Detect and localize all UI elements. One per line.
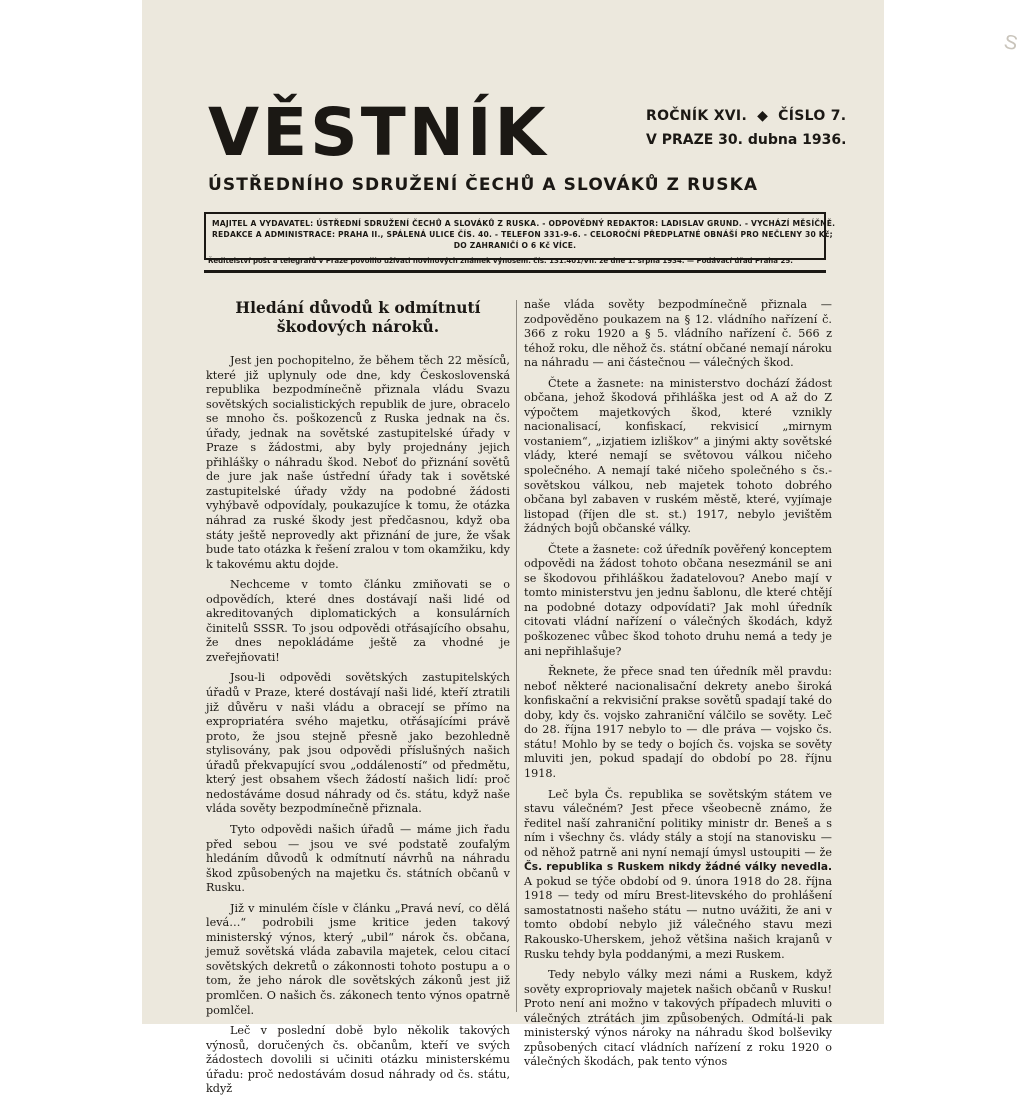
article-paragraph: Již v minulém čísle v článku „Pravá neví, co dělá levá…“ podrobili jsme kritice jeden takový ministerský výnos, který „ubil“ nárok čs. občana, jemuž sovětská vláda zabavila majetek, celou citací sovětských dekretů o zákonnosti tohoto postupu a o tom, že jeho nárok dle sovětských zákonů jest již promlčen. O našich čs. zákonech tento výnos opatrně pomlčel.	[206, 901, 510, 1017]
issue-number: ČÍSLO 7.	[778, 108, 847, 124]
article-title: Hledání důvodů k odmítnutí škodových nároků.	[235, 298, 481, 336]
article-text: Leč byla Čs. republika se sovětským státem ve stavu válečném? Jest přece všeobecně známo, že ředitel naší zahraniční politiky ministr dr. Beneš a s ním i všechny čs. vlády stály a stojí na stanovisku — od něhož patrně ani nyní nemají úmysl ustoupiti — že	[524, 787, 832, 859]
publisher-line: MAJITEL A VYDAVATEL: ÚSTŘEDNÍ SDRUŽENÍ ČECHŮ A SLOVÁKŮ Z RUSKA. - ODPOVĚDNÝ REDAKTOR: LADISLAV GRUND. - VYCHÁZÍ MĚSÍČNĚ.	[212, 219, 836, 228]
article-column-right	[524, 298, 832, 1076]
masthead-rule	[204, 270, 826, 273]
article-text: A pokud se týče období od 9. února 1918 do 28. října 1918 — tedy od míru Brest-litevského do prohlášení samostatnosti našeho státu — nutno uvážiti, že ani v tomto období nebylo již válečného stavu mezi Rakousko-Uherskem, jehož většina našich krajanů v Rusku tehdy byla poddanými, a mezi Ruskem.	[524, 874, 832, 961]
article-column-left	[206, 298, 510, 1103]
diamond-separator-icon: ◆	[757, 108, 769, 124]
article-paragraph: Řeknete, že přece snad ten úředník měl pravdu: neboť některé nacionalisační dekrety anebo široká konfiskační a rekvisiční prakse sovětů spadají také do doby, kdy čs. vojsko zahraniční válčilo se sověty. Leč do 28. října 1917 nebylo to — dle práva — vojsko čs. státu! Mohlo by se tedy o bojích čs. vojska se sověty mluviti jen, pokud spadají do období po 28. říjnu 1918.	[524, 665, 832, 780]
newspaper-page	[142, 0, 1020, 1096]
article-paragraph-with-emphasis	[524, 788, 832, 963]
column-divider	[516, 300, 517, 1012]
volume-label: ROČNÍK XVI.	[646, 108, 748, 124]
publisher-line: DO ZAHRANIČÍ O 6 Kč VÍCE.	[453, 241, 577, 250]
publisher-box	[204, 212, 836, 260]
masthead-subtitle: ÚSTŘEDNÍHO SDRUŽENÍ ČECHŮ A SLOVÁKŮ Z RUSKA	[208, 175, 759, 195]
article-paragraph: Tyto odpovědi našich úřadů — máme jich řadu před sebou — jsou ve své podstatě zoufalým hledáním důvodů k odmítnutí návrhů na náhradu škod způsobených na majetku čs. státních občanů v Rusku.	[206, 822, 510, 895]
article-paragraph: Nechceme v tomto článku zmiňovati se o odpovědích, které dnes dostávají naši lidé od akreditovaných diplomatických a konsulárních činitelů SSSR. To jsou odpovědi otřásajícího obsahu, že dnes nepokládáme ještě za vhodné je zveřejňovati!	[206, 578, 510, 664]
postal-notice: Ředitelství pošt a telegrafů v Praze povolilo užívati novinových známek výnosem. čís. 131.401/VII. ze dne 1. srpna 1934. — Podávací úřad Praha 25.	[208, 257, 793, 265]
article-paragraph: Čtete a žasnete: na ministerstvo dochází žádost občana, jehož škodová přihláška jest od A až do Z výpočtem majetkových škod, které vznikly nacionalisací, konfiskací, rekvisicí „mirnym vostaniem“, „izjatiem izliškov“ a jinými akty sovětské vlády, které nemají se světovou válkou ničeho společného. A nemají také ničeho společného s čs.-sovětskou válkou, neb majetek tohoto dobrého občana byl zabaven v ruském městě, které, vyjímaje listopad (říjen dle st. st.) 1917, nebylo jevištěm žádných bojů občanské války.	[524, 376, 832, 536]
article-paragraph: Čtete a žasnete: což úředník pověřený konceptem odpovědi na žádost tohoto občana nesezmánil se ani se škodovou přihláškou žadatelovou? Anebo mají v tomto ministerstvu jen jednu šablonu, dle které chtějí na podobné dotazy odpovídati? Jak mohl úředník citovati vládní nařízení o válečných škodách, když poškozenec vůbec škod tohoto druhu nemá a tedy je ani nepřihlašuje?	[524, 542, 832, 658]
issue-line	[646, 108, 846, 124]
corner-pencil-mark: S	[1001, 30, 1020, 56]
issue-date: V PRAZE 30. dubna 1936.	[646, 132, 847, 148]
article-paragraph: naše vláda sověty bezpodmínečně přiznala — zodpověděno poukazem na § 12. vládního nařízení č. 366 z roku 1920 a § 5. vládního nařízení č. 566 z téhož roku, dle něhož čs. státní občané nemají nároku na náhradu — ani částečnou — válečných škod.	[524, 298, 832, 370]
article-paragraph: Jest jen pochopitelno, že během těch 22 měsíců, které již uplynuly ode dne, kdy Československá republika bezpodmínečně přiznala vládu Svazu sovětských socialistických republik de jure, obracelo se mnoho čs. poškozenců z Ruska jednak na čs. úřady, jednak na sovětské zastupitelské úřady v Praze s žádostmi, aby byly projednány jejich přihlášky o náhradu škod. Neboť do přiznání sovětů de jure jak naše ústřední úřady tak i sovětské zastupitelské úřady vždy na podobné žádosti vyhýbavě odpovídaly, poukazujíce k tomu, že otázka náhrad za ruské škody jest předčasnou, když oba státy ještě neprovedly akt přiznání de jure, že však bude tato otázka k řešení zralou v tom okamžiku, kdy k takovému aktu dojde.	[206, 354, 510, 571]
publisher-line: REDAKCE A ADMINISTRACE: PRAHA II., SPÁLENÁ ULICE ČÍS. 40. - TELEFON 331-9-6. - CELOROČNÍ PŘEDPLATNÉ OBNÁŠÍ PRO NEČLENY 30 Kč;	[212, 230, 833, 239]
article-paragraph: Leč v poslední době bylo několik takových výnosů, doručených čs. občanům, kteří ve svých žádostech dovolili si učiniti otázku ministerskému úřadu: proč nedostávám dosud náhrady od čs. státu, když	[206, 1024, 510, 1096]
article-paragraph: Jsou-li odpovědi sovětských zastupitelských úřadů v Praze, které dostávají naši lidé, kteří ztratili již důvěru v naši vládu a obracejí se přímo na expropriatéra svého majetku, otřásajícími právě proto, že jsou stejně přesně jako bezohledně stylisovány, pak jsou odpovědi příslušných našich úřadů překvapující svou „oddáleností“ od předmětu, který jest obsahem všech žádostí našich lidí: proč nedostáváme dosud náhrady od čs. státu, když naše vláda sověty bezpodmínečně přiznala.	[206, 671, 510, 816]
masthead-title: VĚSTNÍK	[208, 94, 549, 171]
bold-emphasis: Čs. republika s Ruskem nikdy žádné války nevedla.	[524, 861, 832, 874]
article-paragraph: Tedy nebylo války mezi námi a Ruskem, když sověty expropriovaly majetek našich občanů v Rusku! Proto není ani možno v takových případech mluviti o válečných ztrátách jim způsobených. Odmítá-li pak ministerský výnos nároky na náhradu škod bolševiky způsobených citací vládních nařízení z roku 1920 o válečných škodách, pak tento výnos	[524, 968, 832, 1069]
